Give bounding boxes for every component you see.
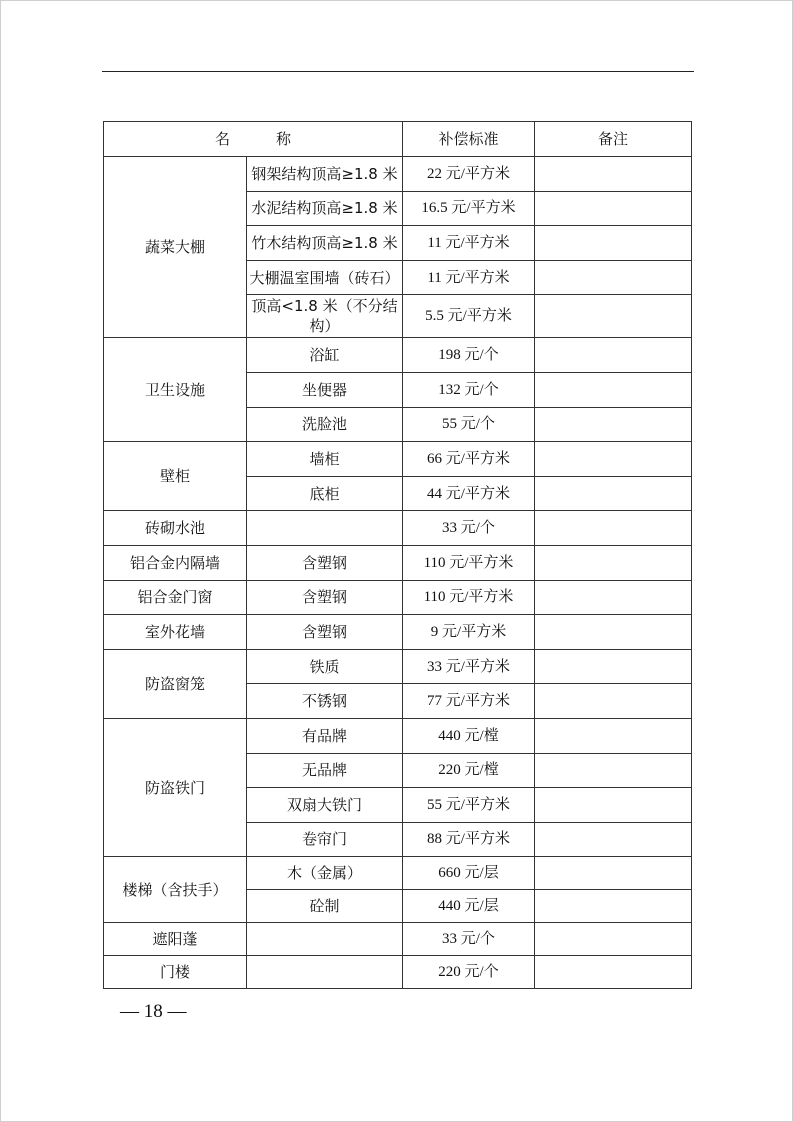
item-name-cell: 水泥结构顶高≥1.8 米 [247, 191, 403, 226]
remark-cell [535, 788, 692, 823]
standard-cell: 66 元/平方米 [403, 442, 535, 477]
table-row [104, 718, 692, 753]
remark-cell [535, 580, 692, 615]
table-row [104, 857, 692, 890]
header-remark: 备注 [535, 122, 692, 157]
standard-cell: 440 元/樘 [403, 718, 535, 753]
remark-cell [535, 753, 692, 788]
item-name-cell [247, 923, 403, 956]
remark-cell [535, 157, 692, 192]
group-cell: 室外花墙 [104, 615, 247, 650]
item-name-cell: 竹木结构顶高≥1.8 米 [247, 226, 403, 261]
group-cell: 楼梯（含扶手） [104, 857, 247, 923]
header-name [104, 122, 403, 157]
table-header-row [104, 122, 692, 157]
group-cell: 门楼 [104, 956, 247, 989]
remark-cell [535, 442, 692, 477]
table-row [104, 545, 692, 580]
standard-cell: 55 元/个 [403, 407, 535, 442]
standard-cell: 198 元/个 [403, 338, 535, 373]
standard-cell: 440 元/层 [403, 890, 535, 923]
item-name-cell: 含塑钢 [247, 545, 403, 580]
remark-cell [535, 684, 692, 719]
remark-cell [535, 407, 692, 442]
standard-cell: 77 元/平方米 [403, 684, 535, 719]
group-cell: 壁柜 [104, 442, 247, 511]
header-name-char-2: 称 [276, 130, 292, 148]
item-name-cell: 无品牌 [247, 753, 403, 788]
table-row [104, 511, 692, 546]
remark-cell [535, 226, 692, 261]
compensation-table [103, 121, 692, 989]
item-name-cell: 砼制 [247, 890, 403, 923]
item-name-cell: 坐便器 [247, 372, 403, 407]
remark-cell [535, 545, 692, 580]
table-row [104, 157, 692, 192]
item-name-cell: 双扇大铁门 [247, 788, 403, 823]
item-name-cell [247, 511, 403, 546]
table-row [104, 580, 692, 615]
standard-cell: 220 元/樘 [403, 753, 535, 788]
remark-cell [535, 822, 692, 857]
standard-cell: 11 元/平方米 [403, 260, 535, 295]
remark-cell [535, 476, 692, 511]
standard-cell: 88 元/平方米 [403, 822, 535, 857]
table-row [104, 956, 692, 989]
page-number: — 18 — [120, 1001, 187, 1022]
standard-cell: 16.5 元/平方米 [403, 191, 535, 226]
standard-cell: 44 元/平方米 [403, 476, 535, 511]
standard-cell: 9 元/平方米 [403, 615, 535, 650]
table-row [104, 442, 692, 477]
item-name-cell: 大棚温室围墙（砖石） [247, 260, 403, 295]
standard-cell: 660 元/层 [403, 857, 535, 890]
group-cell: 蔬菜大棚 [104, 157, 247, 338]
standard-cell: 11 元/平方米 [403, 226, 535, 261]
item-name-cell: 墙柜 [247, 442, 403, 477]
item-name-cell: 洗脸池 [247, 407, 403, 442]
standard-cell: 33 元/个 [403, 923, 535, 956]
standard-cell: 22 元/平方米 [403, 157, 535, 192]
table-row [104, 338, 692, 373]
item-name-cell: 含塑钢 [247, 615, 403, 650]
item-name-cell: 铁质 [247, 649, 403, 684]
group-cell: 砖砌水池 [104, 511, 247, 546]
standard-cell: 220 元/个 [403, 956, 535, 989]
remark-cell [535, 923, 692, 956]
remark-cell [535, 260, 692, 295]
remark-cell [535, 890, 692, 923]
item-name-cell: 浴缸 [247, 338, 403, 373]
group-cell: 遮阳蓬 [104, 923, 247, 956]
remark-cell [535, 295, 692, 338]
remark-cell [535, 649, 692, 684]
group-cell: 防盗窗笼 [104, 649, 247, 718]
standard-cell: 5.5 元/平方米 [403, 295, 535, 338]
item-name-cell: 含塑钢 [247, 580, 403, 615]
remark-cell [535, 615, 692, 650]
table-row [104, 923, 692, 956]
standard-cell: 110 元/平方米 [403, 545, 535, 580]
item-name-cell: 卷帘门 [247, 822, 403, 857]
group-cell: 铝合金门窗 [104, 580, 247, 615]
remark-cell [535, 857, 692, 890]
remark-cell [535, 718, 692, 753]
remark-cell [535, 191, 692, 226]
group-cell: 铝合金内隔墙 [104, 545, 247, 580]
header-rule [102, 71, 694, 72]
table-row [104, 615, 692, 650]
group-cell: 防盗铁门 [104, 718, 247, 856]
item-name-cell [247, 956, 403, 989]
table-row [104, 649, 692, 684]
remark-cell [535, 956, 692, 989]
group-cell: 卫生设施 [104, 338, 247, 442]
item-name-cell: 木（金属） [247, 857, 403, 890]
remark-cell [535, 511, 692, 546]
header-standard: 补偿标准 [403, 122, 535, 157]
item-name-cell: 有品牌 [247, 718, 403, 753]
standard-cell: 110 元/平方米 [403, 580, 535, 615]
standard-cell: 33 元/个 [403, 511, 535, 546]
item-name-cell: 钢架结构顶高≥1.8 米 [247, 157, 403, 192]
standard-cell: 55 元/平方米 [403, 788, 535, 823]
header-name-char-1: 名 [214, 130, 230, 148]
standard-cell: 33 元/平方米 [403, 649, 535, 684]
remark-cell [535, 372, 692, 407]
standard-cell: 132 元/个 [403, 372, 535, 407]
remark-cell [535, 338, 692, 373]
item-name-cell: 底柜 [247, 476, 403, 511]
item-name-cell: 顶高<1.8 米（不分结构） [247, 295, 403, 338]
item-name-cell: 不锈钢 [247, 684, 403, 719]
